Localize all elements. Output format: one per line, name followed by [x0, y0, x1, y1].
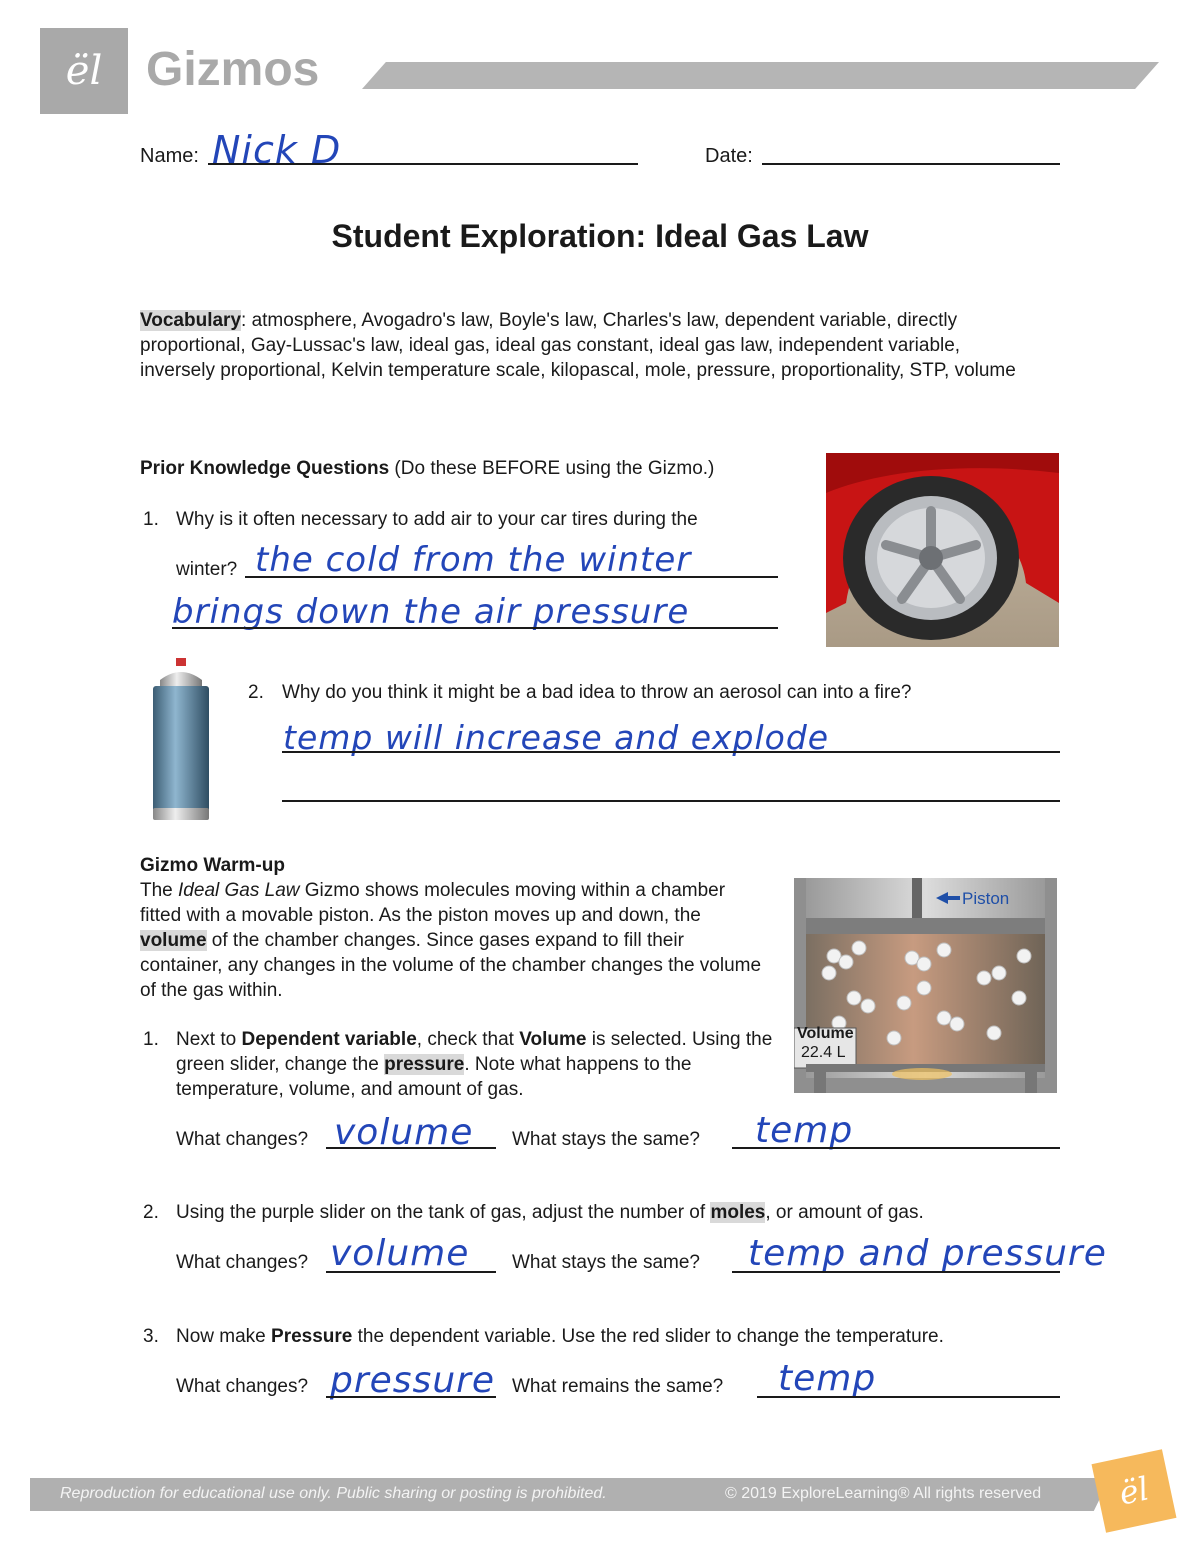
q2-same-line: [732, 1271, 1060, 1273]
q2-line2: [282, 800, 1060, 802]
footer-logo: [1092, 1449, 1177, 1532]
warmup-q1-text: [176, 1027, 776, 1102]
q3-same-answer: temp: [778, 1358, 877, 1399]
warmup-q3-number: 3.: [143, 1326, 159, 1347]
q1-part3: is selected. Using the green slider, change the: [176, 1029, 773, 1075]
q1-changes-answer: volume: [334, 1112, 474, 1153]
car-tire-image: [826, 453, 1059, 647]
vocabulary-label: Vocabulary: [140, 310, 242, 331]
volume-readout-value: 22.4 L: [801, 1044, 846, 1061]
warmup-text-the: The: [140, 880, 179, 901]
q2-answer: temp will increase and explode: [283, 718, 830, 757]
footer-logo-glyph: ël: [1115, 1469, 1153, 1513]
prior-heading-text: Prior Knowledge Questions: [140, 458, 390, 479]
q1-changes-label: What changes?: [176, 1129, 309, 1150]
q2-bold1: moles: [710, 1202, 766, 1223]
q1-same-answer: temp: [755, 1110, 854, 1151]
q2-part1: Using the purple slider on the tank of gas, adjust the number of: [176, 1202, 711, 1223]
q1-number: 1.: [143, 509, 159, 530]
page-title: Student Exploration: Ideal Gas Law: [331, 218, 869, 254]
gizmo-name: Ideal Gas Law: [178, 880, 300, 901]
date-label: Date:: [705, 145, 753, 167]
q1-text-winter: winter?: [176, 559, 238, 580]
q3-part2: the dependent variable. Use the red slider to change the temperature.: [352, 1326, 944, 1347]
logo-glyph: ël: [65, 48, 103, 94]
gizmos-logo: [40, 28, 128, 114]
q1-part2: , check that: [416, 1029, 520, 1050]
warmup-heading: Gizmo Warm-up: [140, 855, 285, 876]
warmup-q3-text: [176, 1324, 1076, 1349]
piston-label: Piston: [962, 889, 1010, 908]
warmup-text-1: Gizmo shows molecules moving within a chamber fitted with a movable piston. As the piston moves up and down, the: [140, 880, 726, 926]
volume-term: volume: [140, 930, 207, 951]
q2-part2: , or amount of gas.: [765, 1202, 924, 1223]
volume-readout-label: Volume: [797, 1025, 854, 1042]
aerosol-can-image: [150, 656, 212, 822]
warmup-text-2: of the chamber changes. Since gases expand to fill their container, any changes in the volume of the chamber changes the volume of the gas within.: [140, 930, 762, 1001]
name-handwritten: Nick D: [212, 128, 342, 172]
q1-part1: Next to: [176, 1029, 242, 1050]
q2-number: 2.: [248, 682, 264, 703]
q3-changes-answer: pressure: [330, 1360, 496, 1401]
q2-same-answer: temp and pressure: [748, 1233, 1107, 1274]
q3-same-line: [757, 1396, 1060, 1398]
q1-answer-line2: brings down the air pressure: [172, 592, 690, 632]
q3-changes-label: What changes?: [176, 1376, 309, 1397]
prior-knowledge-heading: [140, 456, 714, 481]
q1-part4: . Note what happens to the temperature, volume, and amount of gas.: [176, 1054, 692, 1100]
q3-part1: Now make: [176, 1326, 272, 1347]
q2-same-label: What stays the same?: [512, 1252, 700, 1273]
q2-line1: [282, 751, 1060, 753]
q1-answer-line1: the cold from the winter: [255, 540, 692, 580]
q3-same-label: What remains the same?: [512, 1376, 724, 1397]
q2-changes-line: [326, 1271, 496, 1273]
piston-diagram: [794, 878, 1057, 1093]
footer-notice: Reproduction for educational use only. Public sharing or posting is prohibited.: [60, 1485, 607, 1502]
q3-bold1: Pressure: [271, 1326, 353, 1347]
q1-same-line: [732, 1147, 1060, 1149]
q1-line2: [172, 627, 778, 629]
vocabulary-list: : atmosphere, Avogadro's law, Boyle's law, Charles's law, dependent variable, directly proportional, Gay-Lussac's law, ideal gas, ideal gas constant, ideal gas law, independent variable, inversely proportional, Kelvin temperature scale, kilopascal, mole, pressure, proportionality, STP, volume: [140, 310, 1016, 381]
date-line: [762, 163, 1060, 165]
q1-text: Why is it often necessary to add air to your car tires during the: [176, 509, 698, 530]
header-bar: [362, 62, 1159, 89]
q1-same-label: What stays the same?: [512, 1129, 700, 1150]
q2-changes-answer: volume: [330, 1233, 470, 1274]
q2-text: Why do you think it might be a bad idea to throw an aerosol can into a fire?: [282, 682, 912, 703]
q1-bold2: Volume: [519, 1029, 587, 1050]
q2-changes-label: What changes?: [176, 1252, 309, 1273]
q1-line1: [245, 576, 778, 578]
q1-bold1: Dependent variable: [241, 1029, 417, 1050]
brand-name: Gizmos: [146, 43, 320, 96]
q1-bold3: pressure: [384, 1054, 465, 1075]
warmup-q1-number: 1.: [143, 1029, 159, 1050]
q1-changes-line: [326, 1147, 496, 1149]
prior-heading-note: (Do these BEFORE using the Gizmo.): [389, 458, 715, 479]
name-label: Name:: [140, 145, 199, 167]
vocabulary-paragraph: [140, 308, 1040, 383]
name-line: [208, 163, 638, 165]
q3-changes-line: [326, 1396, 496, 1398]
warmup-q2-number: 2.: [143, 1202, 159, 1223]
footer-copyright: © 2019 ExploreLearning® All rights reserved: [725, 1485, 1042, 1502]
warmup-paragraph: [140, 878, 770, 1003]
warmup-q2-text: [176, 1200, 1076, 1225]
